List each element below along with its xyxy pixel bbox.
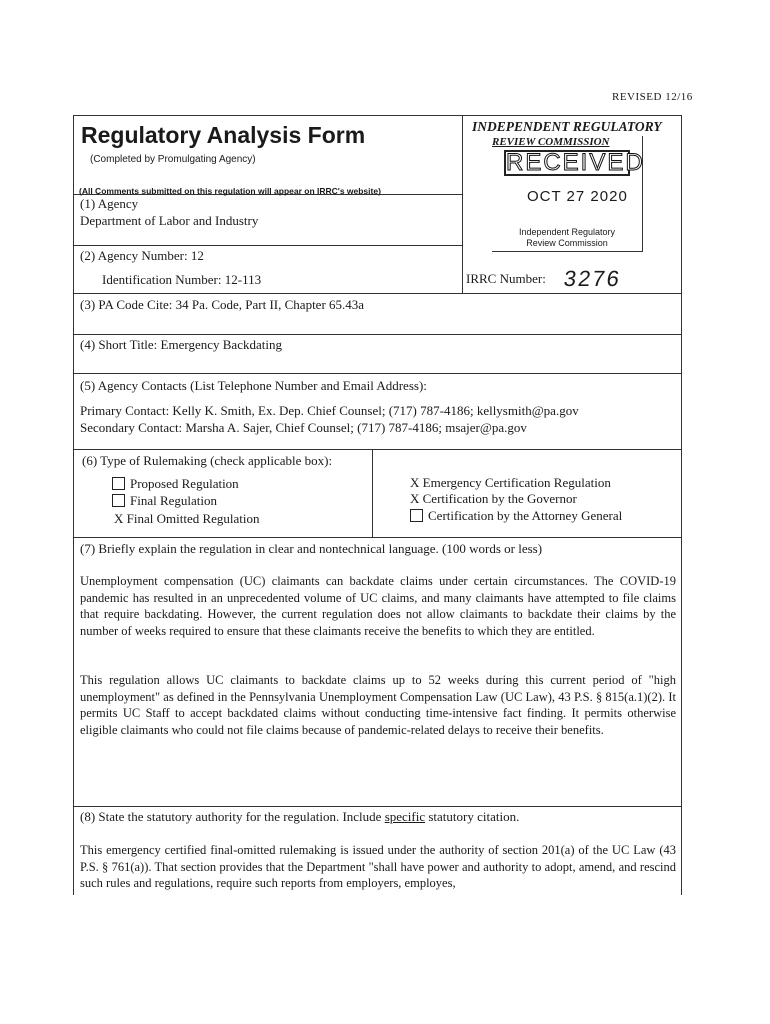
governor-certification: X Certification by the Governor [410,491,577,506]
irrc-number-label: IRRC Number: [466,271,546,286]
pa-code-cite: (3) PA Code Cite: 34 Pa. Code, Part II, Chapter 65.43a [80,297,365,312]
section8-label [80,809,519,825]
identification-number-label: Identification Number: [102,272,222,287]
regulatory-analysis-form [73,115,682,895]
agency-number-value: 12 [190,248,204,263]
proposed-label: Proposed Regulation [130,476,239,491]
divider [74,293,681,294]
final-omitted-regulation: X Final Omitted Regulation [114,511,260,526]
form-subtitle: (Completed by Promulgating Agency) [90,154,256,165]
secondary-contact: Secondary Contact: Marsha A. Sajer, Chief Counsel; (717) 787-4186; msajer@pa.gov [80,420,527,435]
divider [74,373,681,374]
section8-label-post: statutory citation. [425,809,520,824]
irrc-heading-cut: REVIEW COMMISSION [492,136,610,148]
attorney-general-certification [410,508,622,524]
proposed-regulation [112,476,239,492]
final-regulation [112,493,217,509]
attorney-general-label: Certification by the Attorney General [428,508,623,523]
stamp-org-line1: Independent Regulatory [518,227,616,237]
short-title: (4) Short Title: Emergency Backdating [80,337,282,352]
agency-value: Department of Labor and Industry [80,213,259,228]
divider [74,449,681,450]
agency-number-label: (2) Agency Number: [80,248,188,263]
proposed-checkbox[interactable] [112,477,125,490]
attorney-general-checkbox[interactable] [410,509,423,522]
section8-paragraph-1: This emergency certified final-omitted rulemaking is issued under the authority of section 201(a) of the UC Law (43 P.S. § 761(a)). That section provides that the Department "shall have power and authority to adopt, amend, and rescind such rules and regulations, require such reports from employers, employes, [80,843,676,890]
final-checkbox[interactable] [112,494,125,507]
form-title: Regulatory Analysis Form [81,122,366,148]
divider [74,334,681,335]
received-label: RECEIVED [506,149,645,176]
agency-label: (1) Agency [80,196,139,211]
divider [462,116,463,293]
comments-note: (All Comments submitted on this regulation will appear on IRRC's website) [79,186,381,196]
emergency-certification: X Emergency Certification Regulation [410,475,611,490]
received-stamp [492,136,643,252]
divider [74,806,681,807]
irrc-heading: INDEPENDENT REGULATORY [472,119,662,134]
rulemaking-label: (6) Type of Rulemaking (check applicable box): [82,453,333,468]
divider [372,449,373,537]
final-label: Final Regulation [130,493,218,508]
irrc-number-value: 3276 [562,266,623,291]
section8-label-pre: (8) State the statutory authority for the regulation. Include [80,809,385,824]
primary-contact: Primary Contact: Kelly K. Smith, Ex. Dep. Chief Counsel; (717) 787-4186; kellysmith@pa.gov [80,403,579,418]
received-box [504,149,645,176]
identification-number [102,272,261,288]
section8-label-underlined: specific [384,809,426,824]
agency-number [80,248,204,264]
divider [74,245,462,246]
section7-label: (7) Briefly explain the regulation in clear and nontechnical language. (100 words or less) [80,541,543,556]
section7-paragraph-1: Unemployment compensation (UC) claimants can backdate claims under certain circumstances. The COVID-19 pandemic has resulted in an unprecedented volume of UC claims, and many claimants have attempted to file claims that require backdating. However, the current regulation does not allow claimants to backdate their claims by the number of weeks required to ensure that these claimants receive the benefits to which they are entitled. [80,574,676,638]
stamp-org-line2: Review Commission [526,238,608,248]
identification-number-value: 12-113 [224,272,262,287]
divider [74,537,681,538]
section7-paragraph-2: This regulation allows UC claimants to backdate claims up to 52 weeks during this current period of "high unemployment" as defined in the Pennsylvania Unemployment Compensation Law (UC Law), 43 P.S. § 815(a.1)(2). It permits UC Staff to accept backdated claims without conducting time-intensive fact finding. It permits otherwise eligible claimants who could not file claims because of pandemic-related delays to receive their benefits. [80,673,676,737]
contacts-label: (5) Agency Contacts (List Telephone Number and Email Address): [80,378,427,393]
stamp-date: OCT 27 2020 [527,188,628,205]
